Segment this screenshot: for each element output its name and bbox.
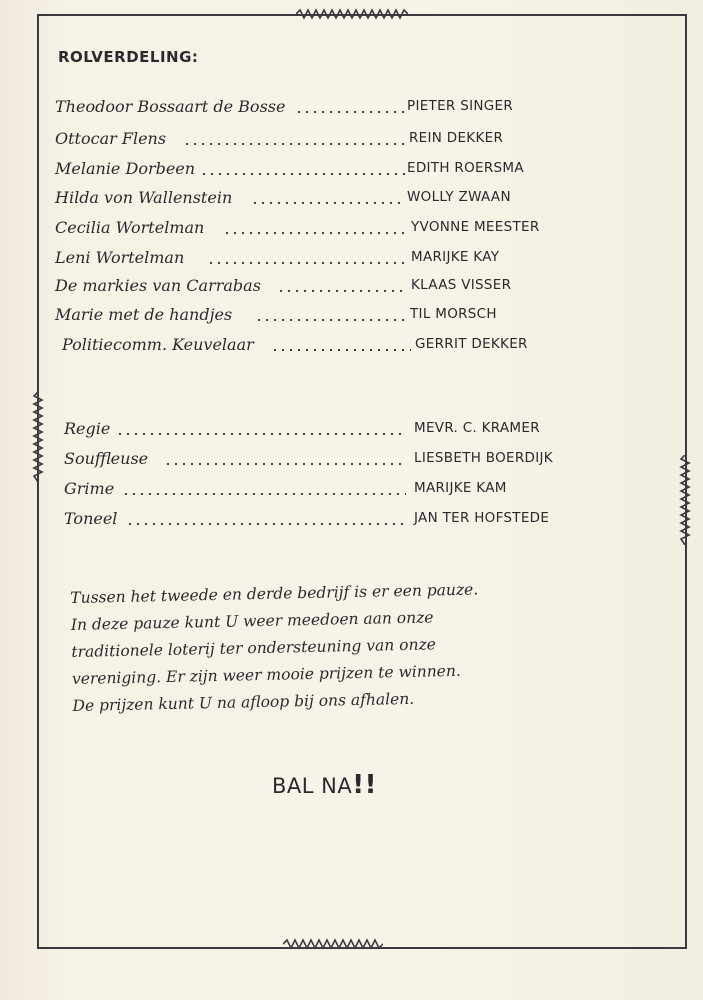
cast-row	[55, 271, 555, 295]
cast-row	[55, 154, 555, 178]
actor-name: MEVR. C. KRAMER	[414, 420, 540, 436]
cast-heading: ROLVERDELING:	[58, 48, 199, 66]
cast-row	[55, 243, 555, 267]
actor-name: JAN TER HOFSTEDE	[414, 510, 550, 526]
actor-name: EDITH ROERSMA	[407, 160, 524, 176]
role-name: Marie met de handjes	[55, 305, 233, 324]
crew-row	[64, 444, 564, 468]
actor-name: LIESBETH BOERDIJK	[414, 450, 553, 466]
cast-row	[55, 92, 555, 116]
leader-dots	[251, 202, 405, 204]
actor-name: YVONNE MEESTER	[411, 219, 540, 235]
role-name: Regie	[64, 419, 111, 438]
actor-name: TIL MORSCH	[410, 306, 497, 322]
role-name: Leni Wortelman	[55, 248, 185, 267]
leader-dots	[223, 232, 407, 234]
leader-dots	[183, 143, 405, 145]
leader-dots	[255, 319, 405, 321]
cast-row	[55, 330, 555, 354]
actor-name: MARIJKE KAM	[414, 480, 507, 496]
role-name: Politiecomm. Keuvelaar	[62, 335, 254, 354]
notice-line: In deze pauze kunt U weer meedoen aan onze	[70, 608, 434, 634]
actor-name: WOLLY ZWAAN	[407, 189, 511, 205]
role-name: Hilda von Wallenstein	[55, 188, 233, 207]
bottom-zigzag-ornament	[283, 938, 383, 950]
leader-dots	[116, 433, 406, 435]
actor-name: PIETER SINGER	[407, 98, 514, 114]
left-zigzag-ornament	[32, 392, 44, 482]
notice-line: De prijzen kunt U na afloop bij ons afhalen.	[72, 689, 415, 715]
actor-name: REIN DEKKER	[409, 130, 504, 146]
cast-row	[55, 213, 555, 237]
leader-dots	[200, 173, 405, 175]
role-name: Ottocar Flens	[55, 129, 167, 148]
leader-dots	[164, 463, 406, 465]
role-name: Cecilia Wortelman	[55, 218, 205, 237]
closing-text: BAL NA	[272, 774, 353, 798]
role-name: De markies van Carrabas	[55, 276, 261, 295]
actor-name: KLAAS VISSER	[411, 277, 512, 293]
leader-dots	[122, 493, 406, 495]
role-name: Souffleuse	[64, 449, 149, 468]
leader-dots	[126, 523, 408, 525]
leader-dots	[295, 111, 405, 113]
crew-row	[64, 414, 564, 438]
notice-line: traditionele loterij ter ondersteuning van onze	[71, 635, 437, 661]
notice-line: Tussen het tweede en derde bedrijf is er een pauze.	[70, 580, 479, 607]
role-name: Toneel	[64, 509, 118, 528]
actor-name: GERRIT DEKKER	[415, 336, 528, 352]
intermission-notice	[70, 576, 523, 720]
cast-row	[55, 124, 555, 148]
role-name: Melanie Dorbeen	[55, 159, 196, 178]
leader-dots	[277, 290, 407, 292]
role-name: Theodoor Bossaart de Bosse	[55, 97, 286, 116]
cast-row	[55, 300, 555, 324]
role-name: Grime	[64, 479, 115, 498]
notice-line: vereniging. Er zijn weer mooie prijzen te winnen.	[71, 661, 461, 688]
actor-name: MARIJKE KAY	[411, 249, 500, 265]
crew-row	[64, 474, 564, 498]
leader-dots	[271, 349, 411, 351]
bal-na-closing	[272, 770, 377, 800]
right-zigzag-ornament	[679, 455, 691, 545]
top-zigzag-ornament	[296, 8, 408, 20]
crew-row	[64, 504, 564, 528]
cast-row	[55, 183, 555, 207]
leader-dots	[207, 262, 407, 264]
exclamation-marks: !!	[352, 770, 377, 800]
